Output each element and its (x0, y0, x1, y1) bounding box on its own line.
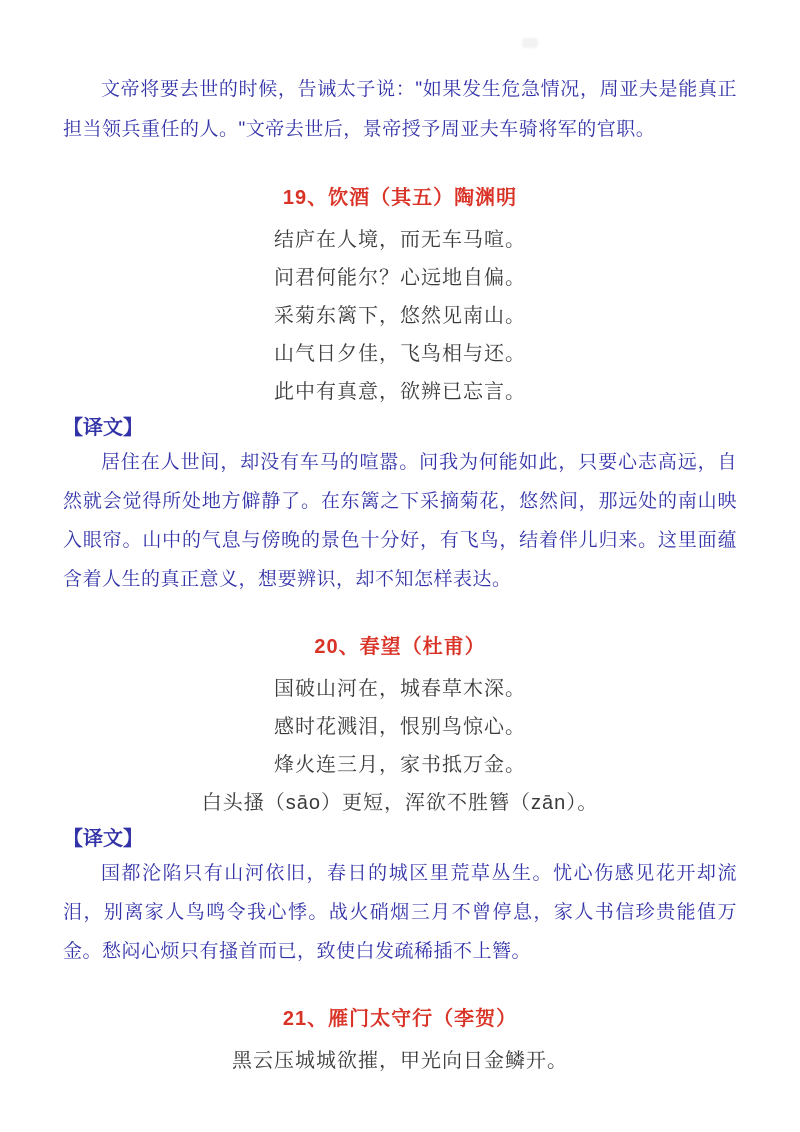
translation-label: 【译文】 (63, 417, 143, 439)
poem-line: 山气日夕佳，飞鸟相与还。 (274, 343, 526, 365)
poem-line: 感时花溅泪，恨别鸟惊心。 (274, 716, 526, 738)
poem-line: 采菊东篱下，悠然见南山。 (274, 305, 526, 327)
poem-line: 国破山河在，城春草木深。 (274, 678, 526, 700)
poem-line: 问君何能尔？心远地自偏。 (274, 267, 526, 289)
poem-line: 白头搔（sāo）更短，浑欲不胜簪（zān）。 (201, 792, 599, 814)
poem-line: 此中有真意，欲辨已忘言。 (274, 381, 526, 403)
intro-paragraph: 文帝将要去世的时候，告诫太子说："如果发生危急情况，周亚夫是能真正担当领兵重任的人。"文帝去世后，景帝授予周亚夫车骑将军的官职。 (63, 79, 737, 140)
section-20-poem (63, 670, 737, 822)
poem-line: 结庐在人境，而无车马喧。 (274, 229, 526, 251)
section-20-title: 20、春望（杜甫） (314, 636, 486, 658)
section-poem-20 (63, 632, 737, 971)
translation-text: 国都沦陷只有山河依旧，春日的城区里荒草丛生。忧心伤感见花开却流泪，别离家人鸟鸣令我心悸。战火硝烟三月不曾停息，家人书信珍贵能值万金。愁闷心烦只有搔首而已，致使白发疏稀插不上簪。 (63, 863, 737, 962)
translation-text: 居住在人世间，却没有车马的喧嚣。问我为何能如此，只要心志高远，自然就会觉得所处地方僻静了。在东篱之下采摘菊花，悠然间，那远处的南山映入眼帘。山中的气息与傍晚的景色十分好，有飞鸟，结着伴儿归来。这里面蕴含着人生的真正意义，想要辨识，却不知怎样表达。 (63, 452, 737, 590)
section-21-poem (63, 1042, 737, 1080)
poem-line: 黑云压城城欲摧，甲光向日金鳞开。 (232, 1050, 568, 1072)
section-19-poem (63, 221, 737, 411)
watermark-smudge (522, 38, 538, 48)
translation-label: 【译文】 (63, 828, 143, 850)
section-poem-21 (63, 1004, 737, 1080)
section-21-title: 21、雁门太守行（李贺） (282, 1008, 518, 1030)
section-poem-19 (63, 183, 737, 599)
poem-line: 烽火连三月，家书抵万金。 (274, 754, 526, 776)
section-19-title: 19、饮酒（其五）陶渊明 (282, 187, 518, 209)
